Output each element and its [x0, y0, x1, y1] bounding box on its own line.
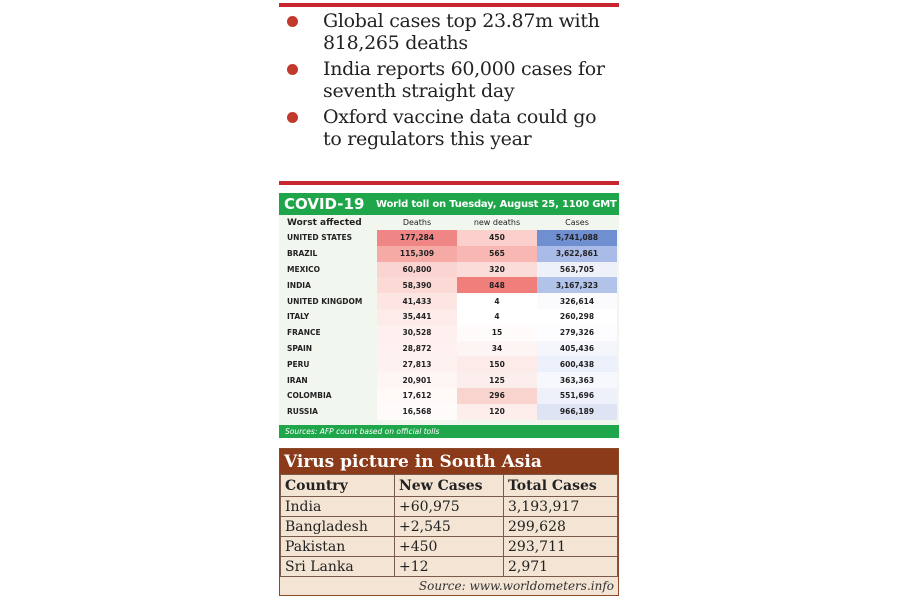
- deaths-cell: 35,441: [377, 309, 457, 325]
- cases-cell: 966,189: [537, 404, 617, 420]
- deaths-cell: 30,528: [377, 325, 457, 341]
- headline-item: Global cases top 23.87m with 818,265 deaths: [279, 10, 619, 54]
- deaths-cell: 58,390: [377, 277, 457, 293]
- col-new-deaths: new deaths: [473, 218, 521, 227]
- table-row: [279, 277, 619, 293]
- country-cell: UNITED KINGDOM: [287, 296, 363, 306]
- col-cases: Cases: [565, 218, 589, 227]
- deaths-cell: 17,612: [377, 388, 457, 404]
- country-cell: UNITED STATES: [287, 233, 353, 243]
- new-deaths-cell: 125: [457, 372, 537, 388]
- covid-table: [279, 193, 619, 438]
- total-cases-cell: 293,711: [504, 537, 618, 557]
- covid-column-headers: [279, 215, 619, 230]
- new-deaths-cell: 150: [457, 356, 537, 372]
- country-cell: PERU: [287, 359, 310, 369]
- cases-cell: 260,298: [537, 309, 617, 325]
- new-deaths-cell: 565: [457, 246, 537, 262]
- new-deaths-cell: 34: [457, 341, 537, 357]
- cases-cell: 279,326: [537, 325, 617, 341]
- new-cases-cell: +450: [395, 537, 504, 557]
- deaths-cell: 27,813: [377, 356, 457, 372]
- covid-title: COVID-19: [284, 195, 365, 213]
- bullet-icon: [287, 112, 298, 123]
- deaths-cell: 115,309: [377, 246, 457, 262]
- country-cell: INDIA: [287, 280, 311, 290]
- col-worst-affected: Worst affected: [287, 217, 362, 228]
- table-row: [279, 356, 619, 372]
- new-deaths-cell: 4: [457, 309, 537, 325]
- table-row: [281, 537, 618, 557]
- country-cell: COLOMBIA: [287, 391, 332, 401]
- country-cell: ITALY: [287, 312, 310, 322]
- country-cell: India: [281, 497, 395, 517]
- table-row: [279, 230, 619, 246]
- cases-cell: 3,622,861: [537, 246, 617, 262]
- total-cases-cell: 2,971: [504, 557, 618, 577]
- covid-source: Sources: AFP count based on official tolls: [279, 425, 619, 438]
- new-deaths-cell: 4: [457, 293, 537, 309]
- deaths-cell: 20,901: [377, 372, 457, 388]
- south-asia-title: Virus picture in South Asia: [280, 449, 618, 474]
- headline-list: [279, 10, 619, 154]
- new-cases-cell: +2,545: [395, 517, 504, 537]
- total-cases-cell: 299,628: [504, 517, 618, 537]
- table-row: [281, 497, 618, 517]
- cases-cell: 3,167,323: [537, 277, 617, 293]
- country-cell: FRANCE: [287, 328, 321, 338]
- country-cell: Bangladesh: [281, 517, 395, 537]
- new-deaths-cell: 450: [457, 230, 537, 246]
- headline-item: Oxford vaccine data could go to regulators this year: [279, 106, 619, 150]
- covid-header: [279, 193, 619, 215]
- country-cell: IRAN: [287, 375, 308, 385]
- country-cell: MEXICO: [287, 264, 321, 274]
- cases-cell: 563,705: [537, 262, 617, 278]
- table-row: [279, 325, 619, 341]
- deaths-cell: 16,568: [377, 404, 457, 420]
- country-cell: SPAIN: [287, 343, 313, 353]
- south-asia-source: Source: www.worldometers.info: [418, 579, 614, 593]
- top-rule: [279, 3, 619, 7]
- country-cell: Sri Lanka: [281, 557, 395, 577]
- deaths-cell: 41,433: [377, 293, 457, 309]
- new-deaths-cell: 296: [457, 388, 537, 404]
- table-row: [279, 309, 619, 325]
- new-cases-cell: +60,975: [395, 497, 504, 517]
- headline-item: India reports 60,000 cases for seventh straight day: [279, 58, 619, 102]
- deaths-cell: 60,800: [377, 262, 457, 278]
- bottom-rule: [279, 181, 619, 185]
- table-row: [279, 404, 619, 420]
- table-row: [279, 388, 619, 404]
- new-deaths-cell: 320: [457, 262, 537, 278]
- cases-cell: 405,436: [537, 341, 617, 357]
- covid-subtitle: World toll on Tuesday, August 25, 1100 GMT: [376, 198, 617, 210]
- cases-cell: 326,614: [537, 293, 617, 309]
- table-row: [279, 293, 619, 309]
- table-row: [281, 517, 618, 537]
- cases-cell: 363,363: [537, 372, 617, 388]
- table-row: [279, 372, 619, 388]
- total-cases-cell: 3,193,917: [504, 497, 618, 517]
- col-total-cases: Total Cases: [504, 475, 618, 497]
- cases-cell: 5,741,088: [537, 230, 617, 246]
- col-deaths: Deaths: [402, 218, 432, 227]
- country-cell: BRAZIL: [287, 249, 318, 259]
- table-row: [279, 246, 619, 262]
- cases-cell: 551,696: [537, 388, 617, 404]
- table-row: [279, 262, 619, 278]
- south-asia-grid: [280, 474, 618, 577]
- table-row: [279, 341, 619, 357]
- south-asia-table: [279, 448, 619, 596]
- country-cell: Pakistan: [281, 537, 395, 557]
- table-row: [281, 557, 618, 577]
- south-asia-header-row: [281, 475, 618, 497]
- new-cases-cell: +12: [395, 557, 504, 577]
- deaths-cell: 28,872: [377, 341, 457, 357]
- col-new-cases: New Cases: [395, 475, 504, 497]
- covid-rows: [279, 230, 619, 420]
- col-country: Country: [281, 475, 395, 497]
- country-cell: RUSSIA: [287, 407, 318, 417]
- cases-cell: 600,438: [537, 356, 617, 372]
- new-deaths-cell: 120: [457, 404, 537, 420]
- new-deaths-cell: 15: [457, 325, 537, 341]
- deaths-cell: 177,284: [377, 230, 457, 246]
- new-deaths-cell: 848: [457, 277, 537, 293]
- bullet-icon: [287, 64, 298, 75]
- bullet-icon: [287, 16, 298, 27]
